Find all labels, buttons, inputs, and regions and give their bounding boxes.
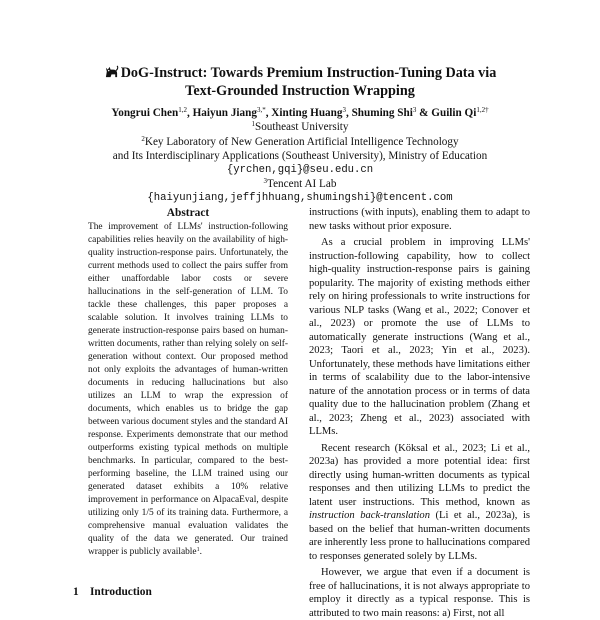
affiliation-3: $^3$Tencent AI Lab	[263, 177, 337, 190]
abstract-text: The improvement of LLMs' instruction-following capabilities relies heavily on the availability of high-quality instruction-response pairs. Unfortunately, the current methods used to collect the pairs suffer from either unaffordable labor costs or severe hallucinations in the self-generation of LLM. To tackle these challenges, this paper proposes a scalable solution. It involves training LLMs to generate instruction-response pairs based on human-written documents, rather than relying solely on self-generation without context. Our proposed method not only exploits the advantages of human-written documents in reducing hallucinations but also utilizes an LLM to wrap the expression of documents, which enables us to bridge the gap between various document styles and the standard AI response. Experiments demonstrate that our method outperforms existing typical methods on multiple benchmarks. In particular, compared to the best-performing baseline, the LLM trained using our generated dataset exhibits a 10% relative improvement in performance on AlpacaEval, despite utilizing only 1/5 of its training data. Furthermore, a comprehensive manual evaluation validates the quality of the data we generated. Our trained wrapper is publicly available	[88, 222, 288, 557]
paragraph-continued: instructions (with inputs), enabling them to adapt to new tasks without prior exposure.	[309, 207, 530, 232]
section-heading	[73, 585, 152, 599]
paper-title	[40, 64, 560, 100]
abstract-body: The improvement of LLMs' instruction-following capabilities relies heavily on the availability of high-quality instruction-response pairs. Unfortunately, the current methods used to collect the pairs suffer from either unaffordable labor costs or severe hallucinations in the self-generation of LLM. To tackle these challenges, this paper proposes a scalable solution. It involves training LLMs to generate instruction-response pairs based on human-written documents, rather than relying solely on self-generation without context. Our proposed method not only exploits the advantages of human-written documents in reducing hallucinations but also utilizes an LLM to wrap the expression of documents, which enables us to bridge the gap between various document styles and the standard AI response. Experiments demonstrate that our method outperforms existing typical methods on multiple benchmarks. In particular, compared to the best-performing baseline, the LLM trained using our generated dataset exhibits a 10% relative improvement in performance on AlpacaEval, despite utilizing only 1/5 of its training data. Furthermore, a comprehensive manual evaluation validates the quality of the data we generated. Our trained wrapper is publicly available$^1$.	[88, 222, 288, 557]
author-name: Xinting Huang	[271, 107, 343, 119]
abstract-heading: Abstract	[166, 207, 210, 219]
author-sup: 3	[342, 106, 346, 114]
title-line-2: Text-Grounded Instruction Wrapping	[185, 83, 415, 99]
author-name: Haiyun Jiang	[192, 107, 257, 119]
affiliation-2-line-1: $^2$Key Laboratory of New Generation Artificial Intelligence Technology	[141, 135, 459, 148]
dog-icon	[104, 65, 119, 79]
paragraph: However, we argue that even if a document is free of hallucinations, it is not always appropriate to employ it directly as a typical response. This is attributed to two main reasons: a) First, not all	[309, 567, 530, 619]
email-seu: {yrchen,gqi}@seu.edu.cn	[226, 164, 374, 176]
author-name: Guilin Qi	[431, 107, 477, 119]
paragraph: As a crucial problem in improving LLMs' instruction-following capability, how to collect high-quality instruction-response pairs is gaining popularity. The majority of existing methods either rely on hiring professionals to write instructions for various NLP tasks (Wang et al., 2022; Conover et al., 2023) or promote the use of LLMs to automatically generate instructions (Wang et al., 2023; Taori et al., 2023; Yin et al., 2023). Unfortunately, these methods have limitations either in terms of scalability due to the labor-intensive nature of the annotation process or in terms of data quality due to the hallucination problem (Zhang et al., 2023; Zheng et al., 2023) associated with LLMs.	[309, 237, 530, 437]
author-sup: 1,2†	[476, 106, 489, 114]
title-line-1	[40, 64, 560, 82]
author-sup: 1,2	[178, 106, 187, 114]
email-tencent: {haiyunjiang,jeffjhhuang,shumingshi}@tencent.com	[147, 192, 453, 204]
affiliation-1: $^1$Southeast University	[251, 120, 349, 133]
affiliation-2-line-2: and Its Interdisciplinary Applications (Southeast University), Ministry of Education	[112, 150, 488, 162]
section-title: Introduction	[90, 586, 152, 598]
author-name: Yongrui Chen	[111, 107, 179, 119]
emphasis: instruction back-translation	[309, 510, 430, 521]
author-list: Yongrui Chen$^{1,2}$, Haiyun Jiang$^{3,*}$, Xinting Huang$^3$, Shuming Shi$^3$ & Guilin $Qi^{1,2\dagger}$	[111, 106, 489, 119]
author-sup: 3	[412, 106, 417, 114]
right-column	[309, 206, 530, 620]
footnote-marker: 1	[196, 547, 200, 553]
title-text-1: DoG-Instruct: Towards Premium Instruction-Tuning Data via	[120, 65, 497, 81]
author-sup: 3,*	[256, 106, 266, 114]
section-number: 1	[73, 586, 79, 598]
author-name: Shuming Shi	[351, 107, 413, 119]
paragraph: Recent research (Köksal et al., 2023; Li et al., 2023a) has provided a more potential idea: first directly using human-written documents as typical responses and then utilizing LLMs to predict the latent user instructions. This method, known as instruction back-translation (Li et al., 2023a), is based on the belief that human-written documents are inherently less prone to hallucinations compared to responses generated solely by LLMs.	[309, 442, 530, 562]
